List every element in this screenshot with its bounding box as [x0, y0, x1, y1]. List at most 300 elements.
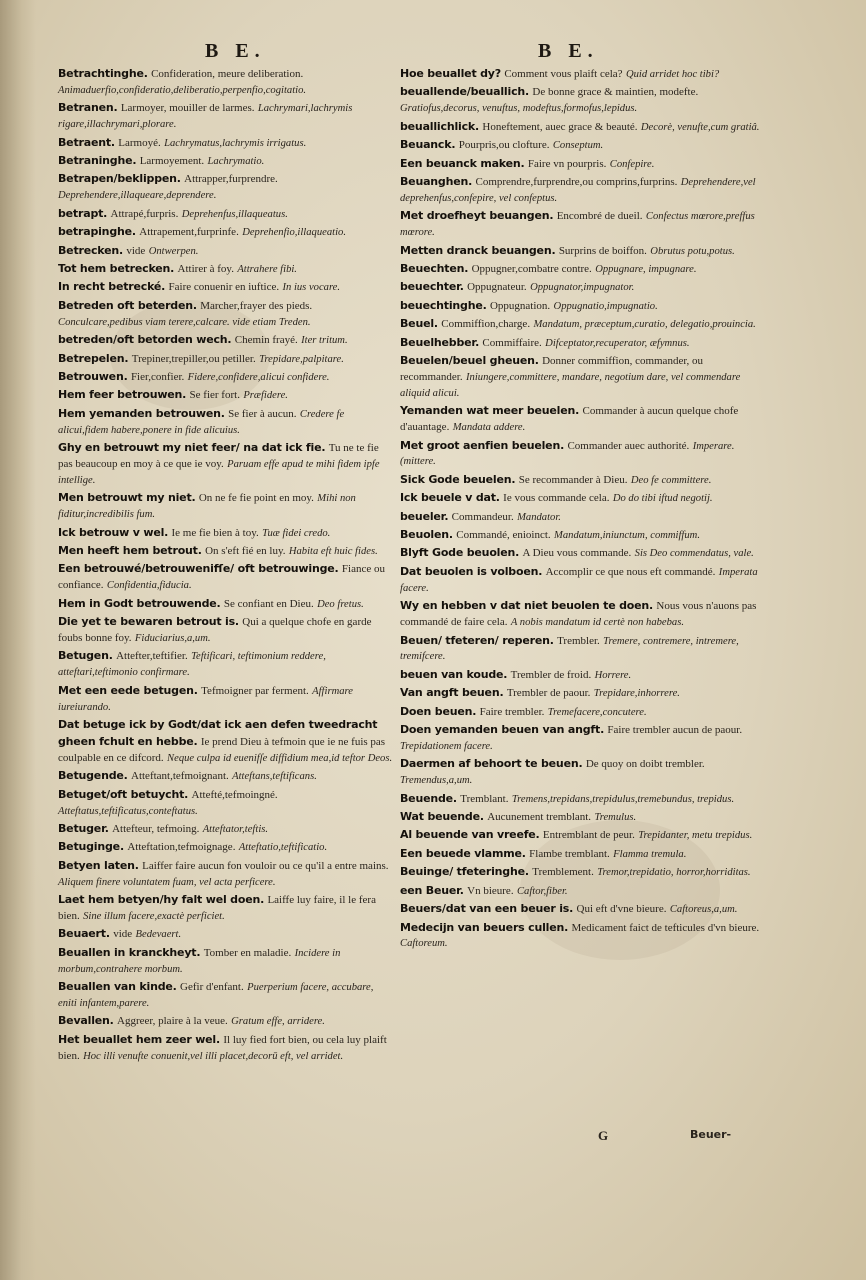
dictionary-entry: [58, 979, 393, 1012]
headword: Van angft beuen.: [400, 686, 504, 700]
french-gloss: Marcher,frayer des pieds.: [200, 299, 313, 312]
headword: Doen beuen.: [400, 704, 477, 718]
dictionary-entry: [58, 717, 393, 767]
headword: Een beuanck maken.: [400, 156, 525, 170]
latin-gloss: Difceptator,recuperator, æfymnus.: [545, 337, 690, 349]
dictionary-entry: [400, 84, 766, 117]
french-gloss: Se fier à aucun.: [228, 407, 297, 420]
signature-mark: G: [598, 1128, 609, 1143]
headword: Yemanden wat meer beuelen.: [400, 404, 580, 418]
latin-gloss: Imperare. (mittere.: [400, 440, 735, 468]
french-gloss: Qui eft d'vne bieure.: [576, 903, 667, 916]
latin-gloss: Decorè, venufte,cum gratiâ.: [640, 121, 760, 133]
french-gloss: Vn bieure.: [467, 884, 514, 897]
headword: Het beuallet hem zeer wel.: [58, 1032, 220, 1046]
french-gloss: Attrapé,furpris.: [110, 207, 179, 220]
french-gloss: Fier,confier.: [130, 370, 185, 383]
headword: Betugen.: [58, 649, 113, 663]
headword: Doen yemanden beuen van angft.: [400, 723, 605, 737]
latin-gloss: Trepidare,inhorrere.: [593, 688, 680, 700]
headword: Beuolen.: [400, 528, 453, 542]
dictionary-entry: [400, 756, 766, 789]
dictionary-entry: [400, 119, 766, 136]
latin-gloss: Horrere.: [594, 669, 632, 681]
latin-gloss: Quid arridet hoc tibi?: [625, 69, 720, 80]
french-gloss: Pourpris,ou clofture.: [458, 139, 550, 152]
french-gloss: A Dieu vous commande.: [522, 547, 632, 560]
dictionary-entry: [400, 403, 766, 436]
latin-gloss: Do do tibi iftud negotij.: [612, 493, 713, 505]
french-gloss: Tomber en maladie.: [203, 946, 292, 959]
headword: Beuallen van kinde.: [58, 980, 177, 994]
headword: Een betrouwé/betrouwenifſe/ oft betrouwinge.: [58, 562, 339, 576]
headword: Ick betrouw v wel.: [58, 525, 169, 539]
french-gloss: Oppugner,combatre contre.: [471, 262, 592, 275]
dictionary-entry: [400, 66, 766, 83]
headword: Tot hem betrecken.: [58, 261, 175, 275]
headword: Betuget/oft betuycht.: [58, 787, 189, 801]
headword: Beuechten.: [400, 261, 469, 275]
french-gloss: On ne fe fie point en moy.: [198, 492, 314, 505]
headword: Men betrouwt my niet.: [58, 491, 196, 505]
headword: Betraninghe.: [58, 154, 137, 168]
headword: Betrapen/beklippen.: [58, 172, 181, 186]
french-gloss: Commander à aucun quelque chofe d'auantage.: [400, 405, 739, 434]
french-gloss: Faire conuenir en iuftice.: [168, 281, 280, 294]
headword: betreden/oft betorden wech.: [58, 333, 232, 347]
french-gloss: Faire vn pourpris.: [527, 157, 607, 170]
french-gloss: Atteftant,tefmoignant.: [131, 770, 229, 783]
latin-gloss: Mihi non fiditur,incredibilis fum.: [58, 493, 356, 521]
latin-gloss: Tremere, contremere, intremere, tremifcere.: [400, 635, 739, 663]
dictionary-entry: [400, 901, 766, 918]
dictionary-entry: [58, 279, 393, 296]
french-gloss: Se confiant en Dieu.: [223, 597, 314, 610]
french-gloss: Honeftement, auec grace & beauté.: [482, 120, 638, 133]
latin-gloss: Deo fretus.: [317, 598, 364, 610]
latin-gloss: Gratum effe, arridere.: [231, 1016, 325, 1028]
latin-gloss: Credere fe alicui,fidem habere,ponere in fide alicuius.: [58, 408, 345, 436]
dictionary-entry: [58, 440, 393, 489]
french-gloss: Tremblant.: [460, 792, 509, 805]
headword: beuallichlick.: [400, 119, 480, 133]
latin-gloss: Deo fe committere.: [630, 474, 712, 486]
latin-gloss: Incidere in morbum,contrahere morbum.: [58, 947, 341, 975]
french-gloss: Surprins de boiffon.: [558, 244, 647, 257]
french-gloss: Ie prend Dieu à tefmoin que ie ne fuis pas coulpable en ce difcord.: [58, 735, 386, 764]
latin-gloss: Oppugnator,impugnator.: [530, 282, 635, 294]
latin-gloss: Tremendus,a,um.: [400, 775, 473, 787]
french-gloss: Commiffion,charge.: [441, 318, 531, 331]
left-column: [58, 66, 393, 1066]
french-gloss: Entremblant de peur.: [542, 829, 635, 842]
french-gloss: Il luy fied fort bien, ou cela luy plaift bien.: [58, 1033, 387, 1062]
dictionary-entry: [58, 945, 393, 978]
french-gloss: Medicament faict de tefticules d'vn bieure.: [571, 921, 760, 934]
dictionary-entry: [400, 279, 766, 296]
latin-gloss: Mandatum,iniunctum, commiffum.: [554, 530, 700, 542]
dictionary-entry: [400, 704, 766, 721]
latin-gloss: Fiduciarius,a,um.: [134, 633, 211, 644]
latin-gloss: Tuæ fidei credo.: [262, 527, 331, 539]
french-gloss: Laiffe luy faire, il le fera bien.: [58, 894, 376, 922]
latin-gloss: Neque culpa id euenifſe diffidium mea,id teftor Deos.: [167, 752, 393, 764]
dictionary-entry: [400, 298, 766, 315]
dictionary-entry: [58, 768, 393, 785]
dictionary-entry: [58, 369, 393, 386]
french-gloss: Ie vous commande cela.: [503, 492, 610, 505]
dictionary-entry: [58, 135, 393, 152]
french-gloss: Trembler de paour.: [506, 687, 591, 700]
french-gloss: De bonne grace & maintien, modefte.: [532, 86, 699, 99]
dictionary-entry: [58, 839, 393, 856]
latin-gloss: Lachrymari,lachrymis rigare,illachrymari,plorare.: [58, 103, 353, 131]
dictionary-entry: [400, 243, 766, 260]
headword: beuallende/beuallich.: [400, 85, 530, 99]
latin-gloss: Affirmare iureiurando.: [58, 685, 353, 713]
headword: Betranen.: [58, 101, 118, 115]
dictionary-entry: [400, 564, 766, 597]
headword: Laet hem betyen/hy falt wel doen.: [58, 893, 265, 907]
french-gloss: Tefmoigner par ferment.: [201, 684, 309, 697]
headword: Beuallen in kranckheyt.: [58, 945, 201, 959]
latin-gloss: Oppugnare, impugnare.: [595, 263, 697, 275]
dictionary-entry: [58, 224, 393, 241]
french-gloss: Attefteur, tefmoing.: [112, 822, 200, 835]
headword: Hem feer betrouwen.: [58, 388, 187, 402]
dictionary-entry: [400, 791, 766, 808]
headword: Metten dranck beuangen.: [400, 243, 556, 257]
latin-gloss: Tremefacere,concutere.: [547, 706, 647, 718]
dictionary-entry: [400, 633, 766, 666]
latin-gloss: Confidentia,fiducia.: [106, 580, 192, 592]
french-gloss: Trembler de froid.: [510, 668, 592, 681]
latin-gloss: Sine illum facere,exactè perficiet.: [83, 911, 225, 922]
headword: Wy en hebben v dat niet beuolen te doen.: [400, 599, 654, 613]
headword: Betugende.: [58, 769, 128, 783]
dictionary-entry: [58, 648, 393, 681]
latin-gloss: Paruam effe apud te mihi fidem ipfe intellige.: [58, 458, 380, 486]
french-gloss: Accomplir ce que nous eft commandé.: [545, 565, 716, 578]
dictionary-entry: [400, 174, 766, 207]
latin-gloss: Iter tritum.: [301, 335, 348, 347]
latin-gloss: Gratiofus,decorus, venuftus, modeftus,formofus,lepidus.: [400, 103, 638, 115]
latin-gloss: Oppugnatio,impugnatio.: [553, 300, 658, 312]
dictionary-entry: [400, 472, 766, 489]
headword: In recht betrecké.: [58, 280, 166, 294]
latin-gloss: Fidere,confidere,alicui confidere.: [187, 371, 330, 383]
headword: Beuanck.: [400, 138, 456, 152]
dictionary-entry: [400, 685, 766, 702]
dictionary-entry: [400, 598, 766, 631]
latin-gloss: Trepidationem facere.: [400, 740, 493, 752]
headword: Beuelhebber.: [400, 335, 480, 349]
dictionary-entry: [58, 66, 393, 99]
latin-gloss: Attrahere fibi.: [237, 263, 297, 275]
headword: Beuanghen.: [400, 174, 473, 188]
latin-gloss: Flamma tremula.: [613, 848, 687, 860]
latin-gloss: Lachrymatio.: [207, 156, 265, 168]
latin-gloss: Teftificari, teftimonium reddere, atteftari,teftimonio confirmare.: [58, 651, 326, 679]
headword: Die yet te bewaren betrout is.: [58, 615, 239, 629]
headword: beuechter.: [400, 280, 464, 294]
dictionary-entry: [58, 298, 393, 331]
dictionary-entry: [58, 596, 393, 613]
latin-gloss: Confepire.: [609, 158, 655, 170]
french-gloss: Commandeur.: [451, 510, 514, 523]
dictionary-entry: [58, 787, 393, 820]
latin-gloss: Caftor,fiber.: [516, 885, 568, 897]
dictionary-entry: [400, 827, 766, 844]
latin-gloss: Aliquem finere voluntatem fuam, vel acta perficere.: [58, 876, 276, 888]
latin-gloss: Deprehendere,illaqueare,deprendere.: [58, 190, 217, 202]
headword: Betrouwen.: [58, 369, 128, 383]
headword: Beuaert.: [58, 927, 110, 941]
french-gloss: Encombré de dueil.: [556, 210, 643, 223]
french-gloss: vide: [113, 928, 133, 941]
dictionary-entry: [400, 920, 766, 953]
dictionary-entry: [58, 243, 393, 260]
latin-gloss: Imperata facere.: [400, 566, 758, 594]
french-gloss: Laiffer faire aucun fon vouloir ou ce qu'il a entre mains.: [142, 859, 389, 872]
dictionary-entry: [400, 864, 766, 881]
french-gloss: Larmoyement.: [139, 155, 205, 168]
headword: Betrecken.: [58, 243, 123, 257]
french-gloss: Donner commiffion, commander, ou recommander.: [400, 355, 704, 383]
french-gloss: Nous vous n'auons pas commandé de faire cela.: [400, 600, 757, 629]
headword: Beuinge/ tfeteringhe.: [400, 865, 529, 879]
french-gloss: On s'eft fié en luy.: [205, 544, 286, 557]
headword: Hem in Godt betrouwende.: [58, 596, 221, 610]
french-gloss: Tu ne te fie pas beaucoup en moy à ce que ie voy.: [58, 442, 379, 470]
headword: Men heeft hem betrout.: [58, 543, 202, 557]
headword: Betraent.: [58, 135, 115, 149]
latin-gloss: Obrutus potu,potus.: [650, 245, 735, 257]
dictionary-entry: [58, 821, 393, 838]
headword: Medecijn van beuers cullen.: [400, 920, 569, 934]
french-gloss: Commandé, enioinct.: [456, 529, 551, 542]
dictionary-entry: [58, 406, 393, 439]
headword: Beuers/dat van een beuer is.: [400, 902, 574, 916]
dictionary-entry: [400, 208, 766, 241]
dictionary-entry: [58, 614, 393, 647]
latin-gloss: Deprehendere,vel deprehenfus,confepire, vel confeptus.: [400, 176, 756, 204]
headword: Een beuede vlamme.: [400, 846, 526, 860]
latin-gloss: Puerperium facere, accubare, eniti infantem,parere.: [58, 982, 374, 1010]
dictionary-entry: [400, 667, 766, 684]
dictionary-entry: [58, 100, 393, 133]
dictionary-entry: [58, 543, 393, 560]
dictionary-entry: [400, 137, 766, 154]
dictionary-entry: [400, 316, 766, 333]
dictionary-entry: [58, 153, 393, 170]
page-gutter: [0, 0, 36, 1280]
right-column: [400, 66, 766, 954]
latin-gloss: Iniungere,committere, mandare, negotium dare, vel commendare aliquid alicui.: [400, 371, 741, 399]
dictionary-entry: [58, 683, 393, 716]
headword: Daermen af behoort te beuen.: [400, 757, 583, 771]
latin-gloss: Atteftans,teftificans.: [232, 771, 317, 783]
dictionary-entry: [400, 261, 766, 278]
headword: Beuende.: [400, 791, 457, 805]
headword: beueler.: [400, 509, 449, 523]
dictionary-entry: [400, 490, 766, 507]
headword: Bevallen.: [58, 1014, 114, 1028]
headword: Wat beuende.: [400, 810, 484, 824]
dictionary-entry: [58, 525, 393, 542]
headword: Beuelen/beuel gheuen.: [400, 354, 539, 367]
french-gloss: Trepiner,trepiller,ou petiller.: [131, 352, 256, 365]
latin-gloss: Habita eft huic fides.: [288, 545, 378, 557]
french-gloss: Gefir d'enfant.: [180, 981, 244, 994]
dictionary-entry: [58, 561, 393, 594]
french-gloss: Comprendre,furprendre,ou comprins,furprins.: [475, 175, 678, 188]
headword: Dat beuolen is volboen.: [400, 564, 543, 578]
french-gloss: Oppugnateur.: [467, 281, 527, 294]
dictionary-entry: [400, 509, 766, 526]
headword: Met een eede betugen.: [58, 683, 198, 697]
dictionary-entry: [58, 926, 393, 943]
french-gloss: Attefter,teftifier.: [116, 650, 188, 663]
running-head-right: B E.: [538, 40, 599, 62]
headword: Sick Gode beuelen.: [400, 472, 516, 486]
french-gloss: Tremblement.: [532, 866, 594, 879]
french-gloss: Aggreer, plaire à la veue.: [117, 1015, 228, 1028]
headword: Betyen laten.: [58, 858, 139, 872]
french-gloss: Ie me fie bien à toy.: [171, 526, 259, 539]
dictionary-entry: [58, 171, 393, 204]
headword: beuen van koude.: [400, 667, 508, 681]
dictionary-entry: [400, 846, 766, 863]
latin-gloss: Deprehenfio,illaqueatio.: [242, 227, 346, 239]
latin-gloss: A nobis mandatum id certè non habebas.: [510, 617, 684, 629]
headword: Dat betuge ick by Godt/dat ick aen defen tweedracht gheen fchult en hebbe.: [58, 718, 378, 748]
dictionary-entry: [400, 527, 766, 544]
latin-gloss: Trepidare,palpitare.: [259, 353, 344, 365]
latin-gloss: Caftoreus,a,um.: [669, 904, 738, 916]
dictionary-entry: [58, 351, 393, 368]
french-gloss: Faire trembler.: [479, 705, 545, 718]
latin-gloss: Trepidanter, metu trepidus.: [638, 830, 753, 842]
catchword: Beuer-: [690, 1128, 732, 1141]
latin-gloss: Tremor,trepidatio, horror,horriditas.: [597, 867, 751, 879]
dictionary-entry: [58, 858, 393, 891]
dictionary-entry: [400, 722, 766, 755]
dictionary-entry: [58, 332, 393, 349]
headword: Betuginge.: [58, 840, 124, 854]
french-gloss: Attrapement,furprinfe.: [139, 226, 239, 239]
headword: Hem yemanden betrouwen.: [58, 406, 225, 420]
dictionary-entry: [400, 883, 766, 900]
headword: Ghy en betrouwt my niet feer/ na dat ick fie.: [58, 441, 326, 455]
latin-gloss: Deprehenfus,illaqueatus.: [181, 208, 288, 220]
french-gloss: Faire trembler aucun de paour.: [607, 724, 743, 737]
latin-gloss: Atteftatio,teftificatio.: [238, 842, 328, 854]
headword: Blyft Gode beuolen.: [400, 546, 520, 560]
latin-gloss: Sis Deo commendatus, vale.: [634, 548, 754, 560]
headword: een Beuer.: [400, 883, 464, 897]
dictionary-entry: [58, 261, 393, 278]
headword: beuechtinghe.: [400, 298, 487, 312]
headword: Met droefheyt beuangen.: [400, 209, 554, 223]
dictionary-entry: [400, 156, 766, 173]
latin-gloss: Ontwerpen.: [148, 245, 199, 257]
latin-gloss: Bedevaert.: [135, 929, 182, 941]
latin-gloss: Atteftator,teftis.: [202, 823, 269, 835]
headword: betrapinghe.: [58, 225, 136, 239]
dictionary-entry: [58, 206, 393, 223]
headword: Betrepelen.: [58, 351, 129, 365]
french-gloss: Se fier fort.: [189, 389, 240, 402]
french-gloss: Comment vous plaift cela?: [504, 68, 623, 80]
french-gloss: Larmoyé.: [118, 136, 161, 149]
latin-gloss: Mandator.: [517, 511, 561, 523]
latin-gloss: Tremulus.: [594, 812, 637, 824]
french-gloss: Atteftation,tefmoignage.: [127, 841, 236, 854]
french-gloss: Se recommander à Dieu.: [518, 473, 628, 486]
french-gloss: Attefté,tefmoingné.: [191, 788, 278, 801]
dictionary-entry: [58, 490, 393, 523]
latin-gloss: Atteftatus,teftificatus,conteftatus.: [58, 805, 198, 817]
dictionary-entry: [400, 809, 766, 826]
dictionary-entry: [58, 1013, 393, 1030]
french-gloss: Attrapper,furprendre.: [184, 173, 278, 186]
french-gloss: Chemin frayé.: [234, 334, 298, 347]
dictionary-entry: [400, 335, 766, 352]
headword: Beuel.: [400, 317, 438, 331]
french-gloss: vide: [126, 244, 146, 257]
dictionary-entry: [58, 387, 393, 404]
french-gloss: Commander auec authorité.: [567, 439, 690, 452]
dictionary-entry: [58, 892, 393, 925]
headword: Hoe beuallet dy?: [400, 67, 501, 80]
french-gloss: Trembler.: [557, 634, 600, 647]
headword: Betuger.: [58, 821, 109, 835]
french-gloss: Attirer à foy.: [177, 262, 234, 275]
french-gloss: Confideration, meure deliberation.: [151, 68, 304, 80]
dictionary-entry: [58, 1032, 393, 1065]
latin-gloss: Mandata addere.: [452, 422, 526, 434]
headword: Al beuende van vreefe.: [400, 828, 540, 842]
latin-gloss: Caftoreum.: [400, 938, 448, 950]
dictionary-entry: [400, 438, 766, 471]
headword: betrapt.: [58, 206, 108, 220]
latin-gloss: Tremens,trepidans,trepidulus,tremebundus, trepidus.: [511, 793, 735, 805]
french-gloss: Oppugnation.: [489, 299, 551, 312]
french-gloss: Flambe tremblant.: [529, 847, 610, 860]
headword: Met groot aenfien beuelen.: [400, 438, 565, 452]
latin-gloss: In ius vocare.: [282, 282, 341, 294]
headword: Ick beuele v dat.: [400, 491, 500, 505]
latin-gloss: Præfidere.: [243, 390, 288, 402]
dictionary-entry: [400, 545, 766, 562]
latin-gloss: Animaduerfio,confideratio,deliberatio,perpenfio,cogitatio.: [58, 84, 307, 96]
headword: Betreden oft beterden.: [58, 298, 197, 312]
french-gloss: Commiffaire.: [482, 336, 542, 349]
french-gloss: Fiance ou confiance.: [58, 563, 385, 592]
running-head-left: B E.: [205, 40, 266, 62]
latin-gloss: Confectus mœrore,preffus mœrore.: [400, 211, 755, 239]
french-gloss: Larmoyer, mouiller de larmes.: [120, 102, 255, 115]
latin-gloss: Conseptum.: [552, 140, 604, 152]
dictionary-entry: [400, 353, 766, 402]
headword: Beuen/ tfeteren/ reperen.: [400, 633, 554, 647]
latin-gloss: Lachrymatus,lachrymis irrigatus.: [164, 137, 307, 149]
french-gloss: Aucunement tremblant.: [487, 811, 592, 824]
french-gloss: De quoy on doibt trembler.: [585, 758, 705, 771]
headword: Betrachtinghe.: [58, 67, 148, 80]
latin-gloss: Conculcare,pedibus viam terere,calcare. vide etiam Treden.: [58, 316, 311, 328]
